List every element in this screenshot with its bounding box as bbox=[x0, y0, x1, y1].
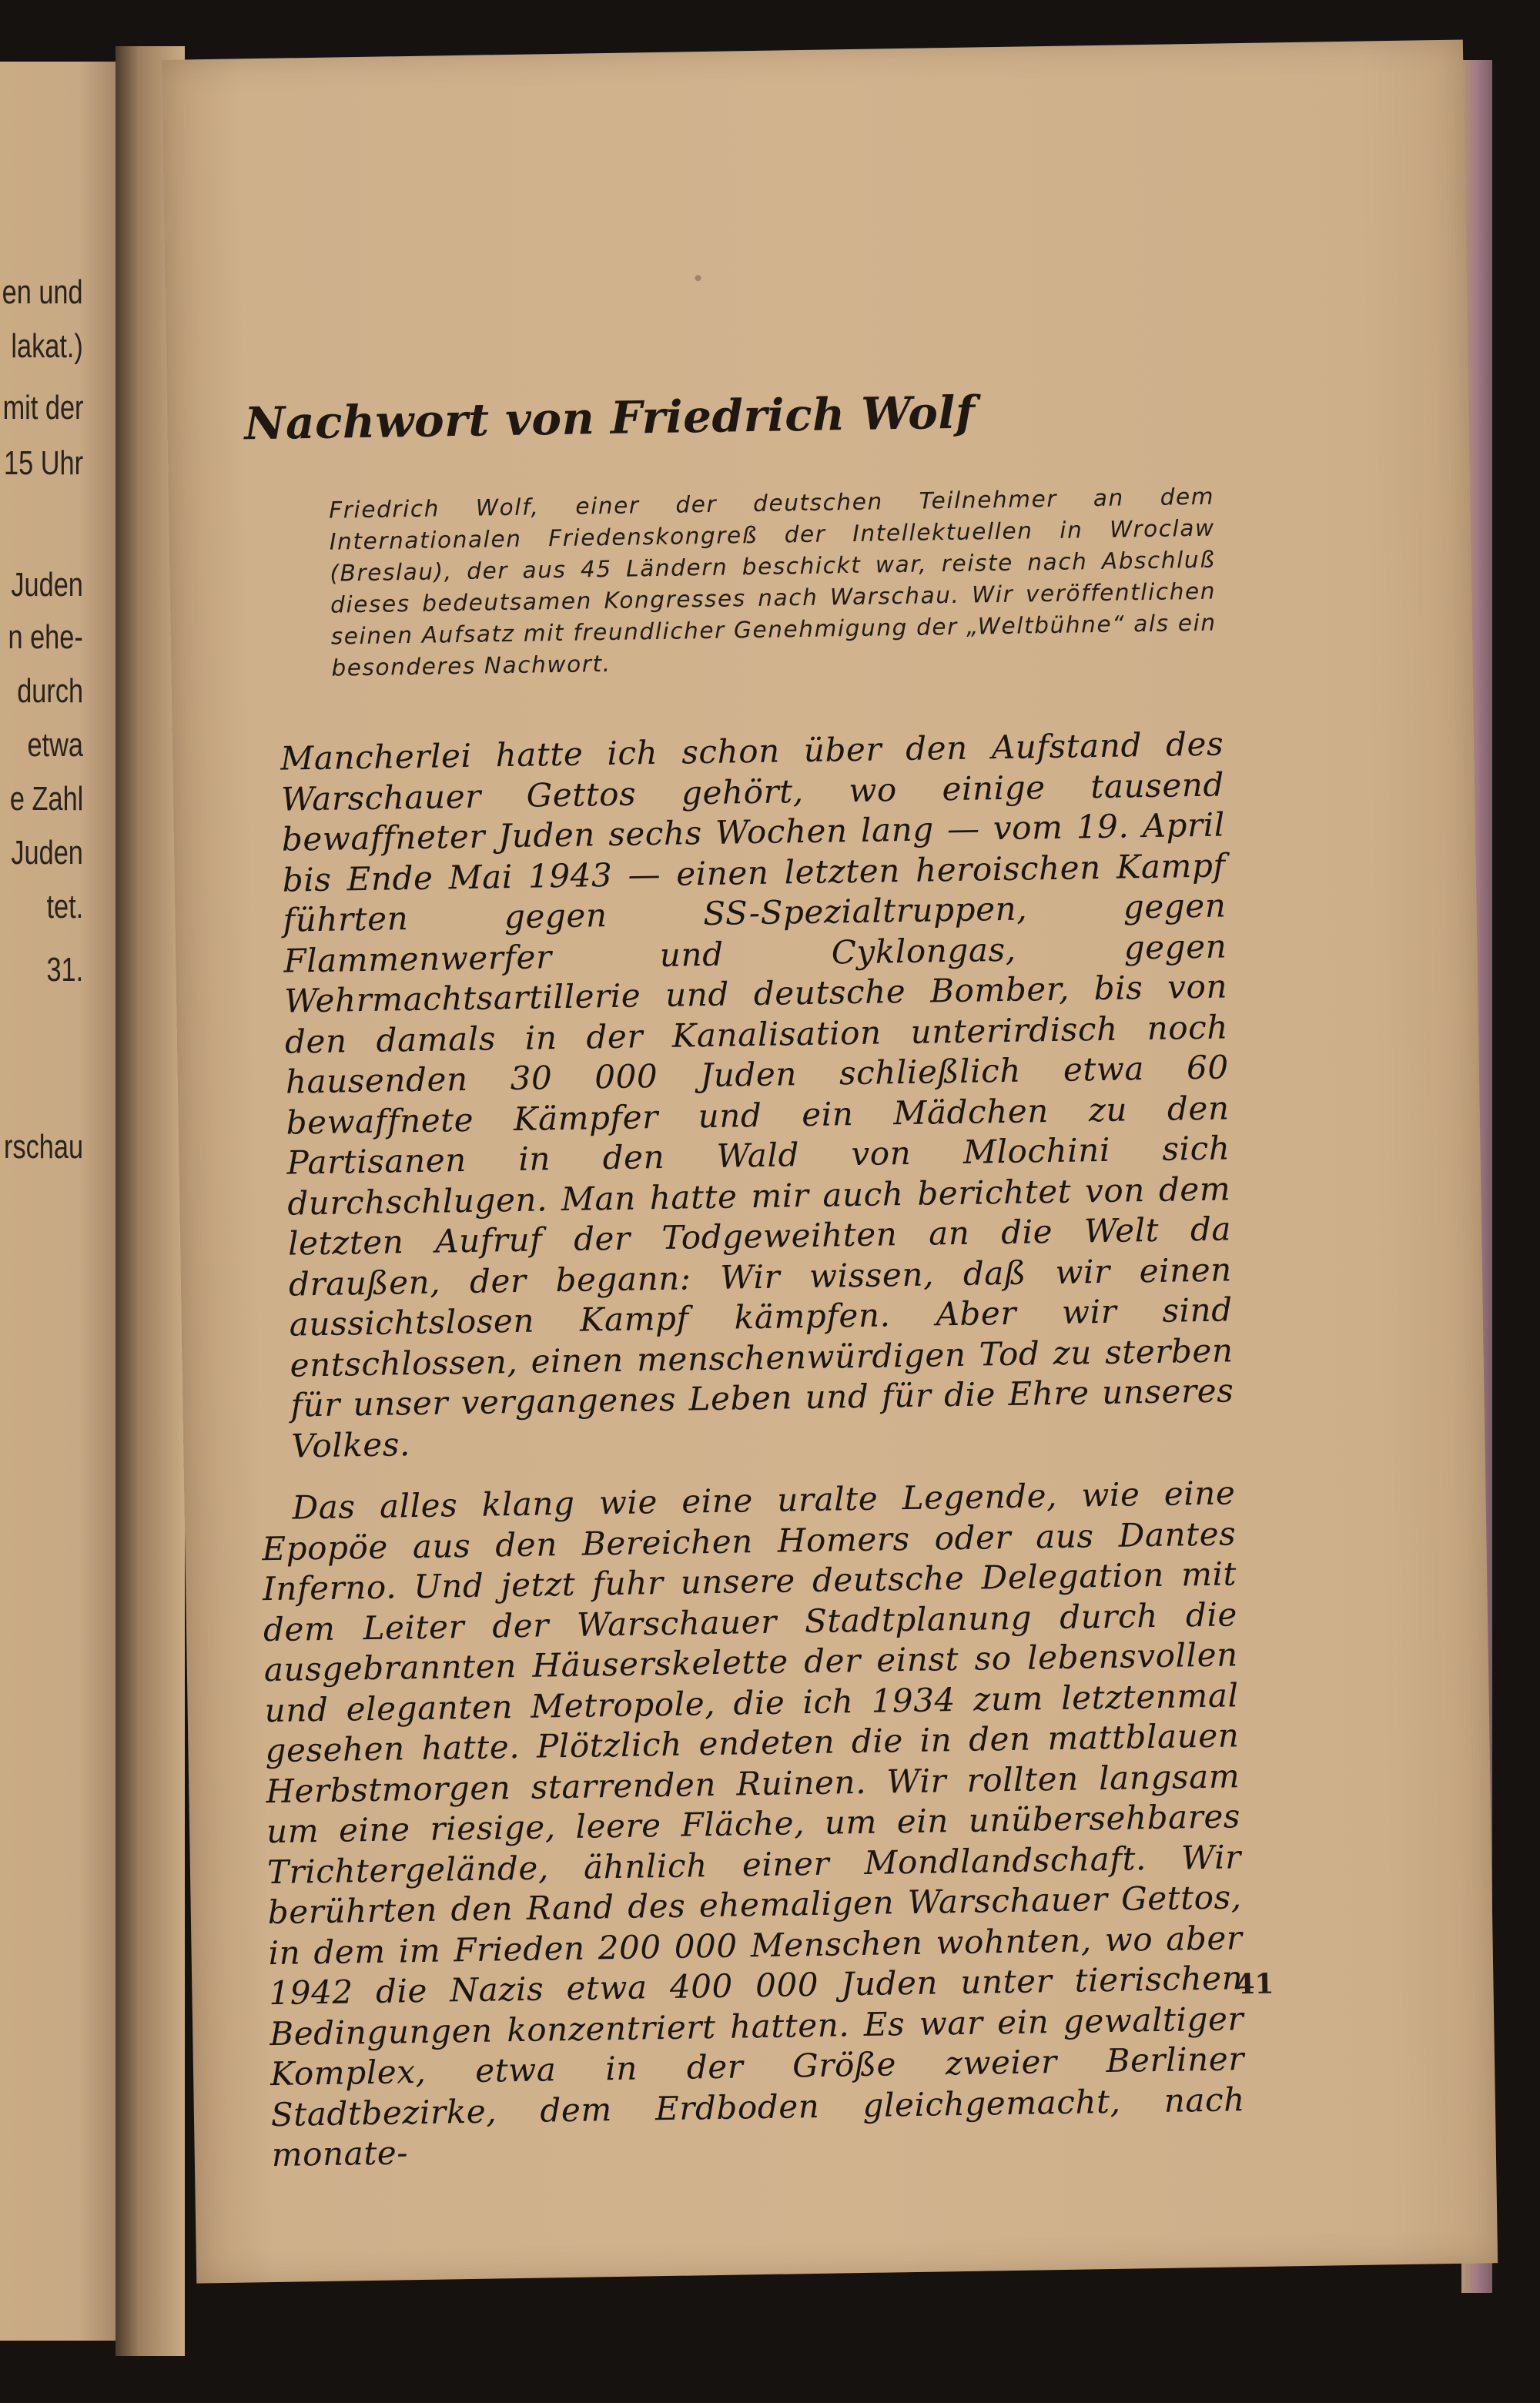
body-paragraph: Das alles klang wie eine uralte Legende, wie eine Epopöe aus den Bereichen Homers oder aus Dantes Inferno. Und jetzt fuhr unsere deutsche Delegation mit dem Leiter der Warschauer Stadtplanung durch die ausgebrannten Häuserskelette der einst so lebensvollen und eleganten Metropole, die ich 1934 zum letztenmal gesehen hatte. Plötzlich endeten die in den mattblauen Herbstmorgen starrenden Ruinen. Wir rollten langsam um eine riesige, leere Fläche, um ein unübersehbares Trichtergelände, ähnlich einer Mondlandschaft. Wir berührten den Rand des ehemaligen Warschauer Gettos, in dem im Frieden 200 000 Menschen wohnten, wo aber 1942 die Nazis etwa 400 000 Juden unter tierischen Bedingungen konzentriert hatten. Es war ein gewaltiger Komplex, etwa in der Größe zweier Berliner Stadtbezirke, dem Erdboden gleichgemacht, nach monate- bbox=[261, 1474, 1246, 2174]
page-content bbox=[244, 382, 1250, 2175]
previous-page bbox=[0, 62, 131, 2341]
previous-page-line: en und bbox=[2, 273, 83, 311]
previous-page-line: lakat.) bbox=[11, 327, 83, 365]
previous-page-line: tet. bbox=[46, 888, 83, 925]
previous-page-line: mit der bbox=[2, 389, 83, 427]
previous-page-line: etwa bbox=[27, 726, 83, 764]
current-page bbox=[162, 39, 1498, 2283]
previous-page-line: 15 Uhr bbox=[3, 444, 83, 482]
previous-page-line: durch bbox=[17, 672, 83, 710]
intro-note: Friedrich Wolf, einer der deutschen Teilnehmer an dem Internationalen Friedenskongreß der Intellektuellen in Wroclaw (Breslau), der aus 45 Ländern beschickt war, reiste nach Abschluß dieses bedeutsamen Kongresses nach Warschau. Wir veröffentlichen seinen Aufsatz mit freundlicher Genehmigung der „Weltbühne“ als ein besonderes Nachwort. bbox=[328, 483, 1217, 681]
page-number: 41 bbox=[1235, 1967, 1274, 2001]
previous-page-line: n ehe- bbox=[8, 618, 83, 656]
previous-page-line: Juden bbox=[11, 566, 83, 604]
previous-page-line: e Zahl bbox=[9, 780, 83, 818]
previous-page-line: 31. bbox=[46, 951, 83, 989]
page-speck bbox=[695, 275, 701, 281]
body-paragraph: Mancherlei hatte ich schon über den Aufstand des Warschauer Gettos gehört, wo einige tausend bewaffneter Juden sechs Wochen lang — vom 19. April bis Ende Mai 1943 — einen letzten heroischen Kampf führten gegen SS-Spezialtruppen, gegen Flammenwerfer und Cyklongas, gegen Wehrmachtsartillerie und deutsche Bomber, bis von den damals in der Kanalisation unterirdisch noch hausenden 30 000 Juden schließlich etwa 60 bewaffnete Kämpfer und ein Mädchen zu den Partisanen in den Wald von Mlochini sich durchschlugen. Man hatte mir auch berichtet von dem letzten Aufruf der Todgeweihten an die Welt da draußen, der begann: Wir wissen, daß wir einen aussichtslosen Kampf kämpfen. Aber wir sind entschlossen, einen menschenwürdigen Tod zu sterben für unser vergangenes Leben und für die Ehre unseres Volkes. bbox=[280, 725, 1234, 1465]
chapter-title: Nachwort von Friedrich Wolf bbox=[243, 386, 976, 450]
previous-page-line: Juden bbox=[11, 834, 83, 872]
previous-page-line: rschau bbox=[3, 1128, 83, 1166]
